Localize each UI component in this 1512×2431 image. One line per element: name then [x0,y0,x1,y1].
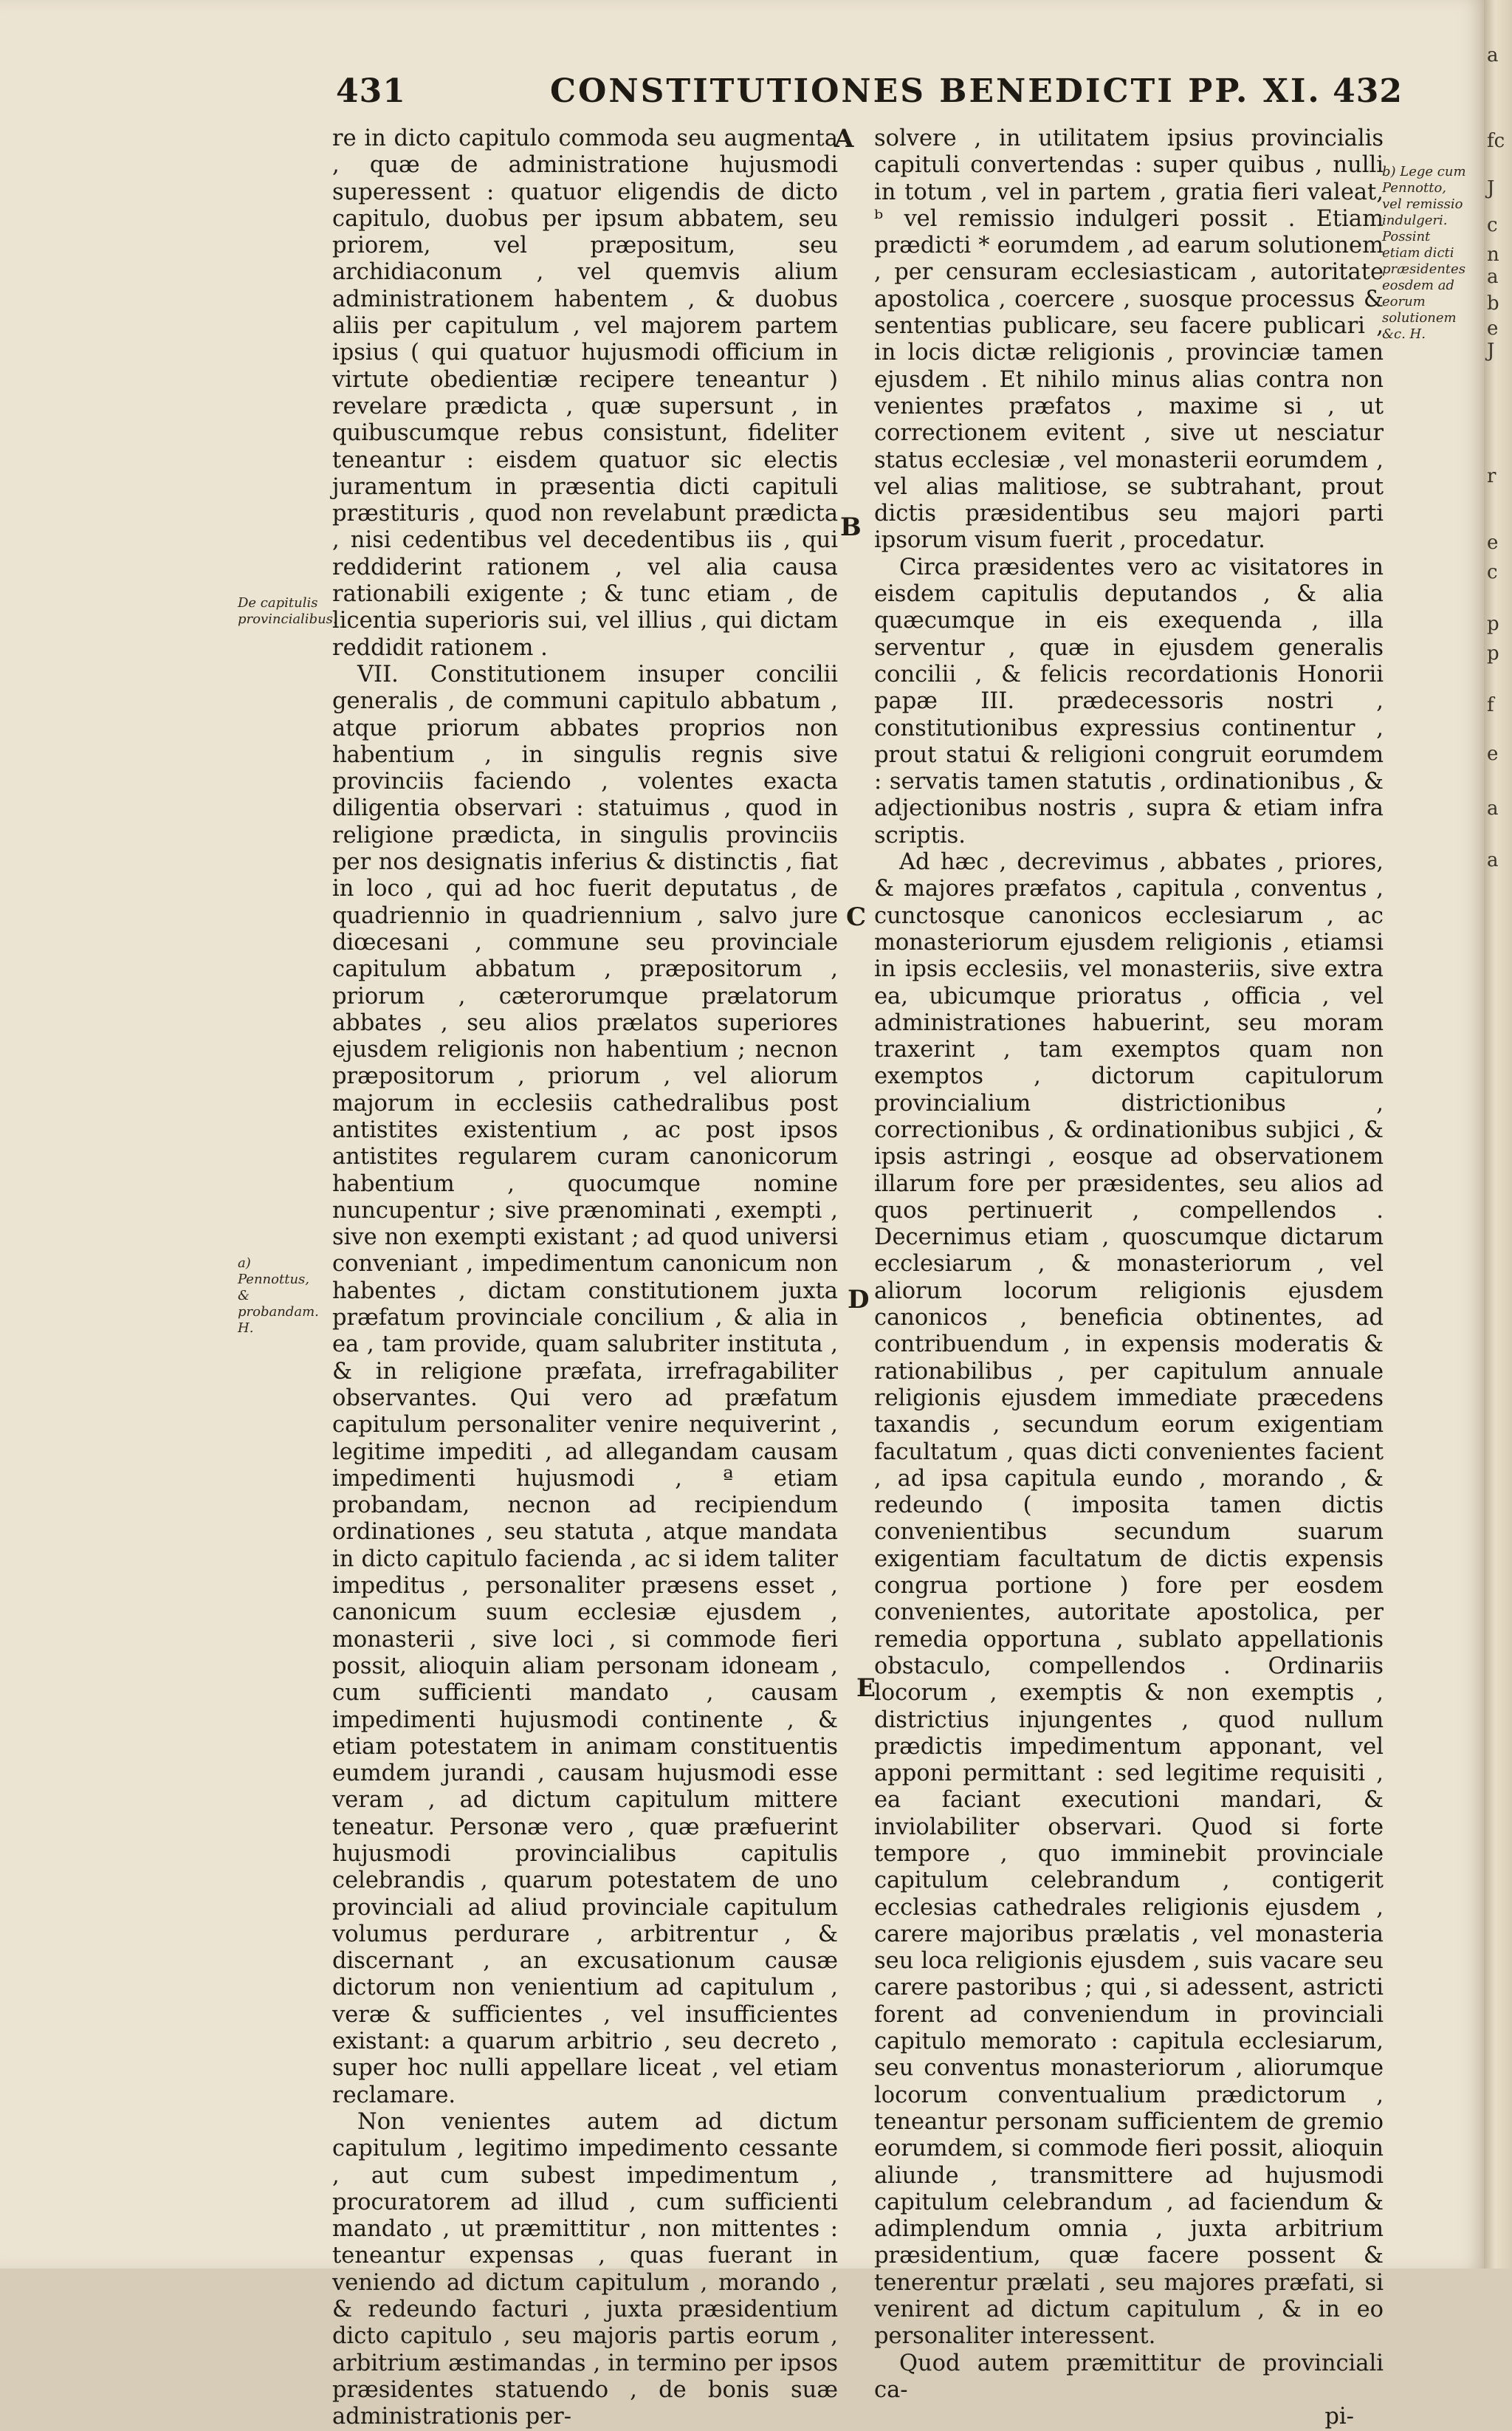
page-number-right: 432 [1333,72,1403,110]
spine-fragment: J [1487,340,1495,362]
spine-fragment: p [1487,613,1499,635]
spine-fragment: r [1487,465,1496,487]
right-paragraph-1: solvere , in utilitatem ipsius provincialis capituli convertendas : super quibus , nulli in totum , vel in partem , gratia fieri valeat, ᵇ vel remissio indulgeri possit . Etiam prædicti * eorumdem , ad earum solutionem , per censuram ecclesiasticam , autoritate apostolica , coercere , suosque processus & sententias publicare, seu facere publicari , in locis dictæ religionis , provinciæ tamen ejusdem . Et nihilo minus alias contra non venientes præfatos , maxime si , ut correctionem evitent , sive ut nesciatur status ecclesiæ , vel monasterii eorumdem , vel alias malitiose, se subtrahant, prout dictis præsidentibus seu majori parti ipsorum visum fuerit , procedatur. [874,126,1384,554]
right-paragraph-2: Circa præsidentes vero ac visitatores in eisdem capitulis deputandos , & alia quæcumque in eis exequenda , illa serventur , quæ in ejusdem generalis concilii , & felicis recordationis Honorii papæ III. prædecessoris nostri , constitutionibus expressius continentur , prout statui & religioni congruit eorumdem : servatis tamen statutis , ordinationibus , & adjectionibus nostris , supra & etiam infra scriptis. [874,554,1384,848]
spine-fragment: e [1487,743,1499,765]
spine-fragment: c [1487,561,1498,583]
spine-fragment: e [1487,532,1499,554]
left-paragraph-2: VII. Constitutionem insuper concilii generalis , de communi capitulo abbatum , atque priorum abbates proprios non habentium , in singulis regnis sive provinciis faciendo , volentes exacta diligentia observari : statuimus , quod in religione prædicta, in singulis provinciis per nos designatis inferius & distinctis , fiat in loco , qui ad hoc fuerit deputatus , de quadriennio in quadriennium , salvo jure diœcesani , commune seu provinciale capitulum abbatum , præpositorum , priorum , cæterorumque prælatorum abbates , seu alios prælatos superiores ejusdem religionis non habentium ; necnon præpositorum , priorum , vel aliorum majorum in ecclesiis cathedralibus post antistites existentium , ac post ipsos antistites regularem curam canonicorum habentium , quocumque nomine nuncupentur ; sive prænominati , exempti , sive non exempti existant ; ad quod universi conveniant , impedimentum canonicum non habentes , dictam constitutionem juxta præfatum provinciale concilium , & alia in ea , tam provide, quam salubriter instituta , & in religione præfata, irrefragabiliter observantes. Qui vero ad præfatum capitulum personaliter venire nequiverint , legitime impediti , ad allegandam causam impedimenti hujusmodi , ª etiam probandam, necnon ad recipiendum ordinationes , seu statuta , atque mandata in dicto capitulo facienda , ac si idem taliter impeditus , personaliter præsens esset , canonicum suum ecclesiæ ejusdem , monasterii , sive loci , si commode fieri possit, alioquin aliam personam idoneam , cum sufficienti mandato , causam impedimenti hujusmodi continente , & etiam potestatem in animam constituentis eumdem jurandi , causam hujusmodi esse veram , ad dictum capitulum mittere teneatur. Personæ vero , quæ præfuerint hujusmodi provincialibus capitulis celebrandis , quarum potestatem de uno provinciali ad aliud provinciale capitulum volumus perdurare , arbitrentur , & discernant , an excusationum causæ dictorum non venientium ad capitulum , veræ & sufficientes , vel insufficientes existant: a quarum arbitrio , seu decreto , super hoc nulli appellare liceat , vel etiam reclamare. [332,661,838,2108]
catchword: pi- [1324,2404,1354,2430]
section-letter-c: C [846,902,867,932]
right-paragraph-4: Quod autem præmittitur de provinciali ca- [874,2350,1384,2403]
spine-fragment: n [1487,244,1499,266]
section-letter-a: A [834,124,854,154]
spine-fragment: f [1487,694,1494,716]
spine-fragment: p [1487,642,1499,665]
spine-fragment: J [1487,177,1495,199]
running-head [336,72,1403,124]
running-title: CONSTITUTIONES BENEDICTI PP. XI. [550,72,1322,110]
spine-fragment: a [1487,44,1499,66]
facing-page-edge [1484,0,1512,2269]
page-number-left: 431 [336,72,406,110]
margin-note-provincial-chapters: De capitulis provincialibus. [238,595,337,627]
spine-fragment: b [1487,292,1499,315]
spine-fragment: a [1487,849,1499,871]
spine-fragment: e [1487,318,1499,340]
spine-fragment: a [1487,798,1499,820]
spine-fragment: c [1487,214,1498,236]
section-letter-d: D [848,1285,870,1314]
section-letter-b: B [840,512,862,542]
section-letter-e: E [856,1673,876,1703]
spine-fragment: fc [1487,130,1505,152]
margin-note-pennottus: a) Pennottus, & probandam. H. [238,1255,319,1336]
right-paragraph-3: Ad hæc , decrevimus , abbates , priores, & majores præfatos , capitula , conventus , cunctosque canonicos ecclesiarum , ac monasteriorum ejusdem religionis , etiamsi in ipsis ecclesiis, vel monasteriis, sive extra ea, ubicumque prioratus , officia , vel administrationes habuerint, seu moram traxerint , tam exemptos quam non exemptos , dictorum capitulorum provincialium districtionibus , correctionibus , & ordinationibus subjici , & ipsis astringi , eosque ad observationem illarum fore per præsidentes, seu alios ad quos pertinuerit , compellendos . Decernimus etiam , quoscumque dictarum ecclesiarum , & monasteriorum , vel aliorum locorum religionis ejusdem canonicos , beneficia obtinentes, ad contribuendum , in expensis moderatis & rationabilibus , per capitulum annuale religionis ejusdem immediate præcedens taxandis , secundum eorum exigentiam facultatum , quas dicti convenientes facient , ad ipsa capitula eundo , morando , & redeundo ( imposita tamen dictis convenientibus secundum suarum exigentiam facultatum de dictis expensis congrua portione ) fore per eosdem convenientes, autoritate apostolica, per remedia opportuna , sublato appellationis obstaculo, compellendos . Ordinariis locorum , exemptis & non exemptis , districtius injungentes , quod nullum prædictis impedimentum apponant, vel apponi permittant : sed legitime requisiti , ea faciant executioni mandari, & inviolabiliter observari. Quod si forte tempore , quo imminebit provinciale capitulum celebrandum , contigerit ecclesias cathedrales religionis ejusdem , carere majoribus prælatis , vel monasteria seu loca religionis ejusdem , suis vacare seu carere pastoribus ; qui , si adessent, astricti forent ad conveniendum in provinciali capitulo memorato : capitula ecclesiarum, seu conventus monasteriorum , aliorumque locorum conventualium prædictorum , teneantur personam sufficientem de gremio eorumdem, si commode fieri possit, alioquin aliunde , transmittere ad hujusmodi capitulum celebrandum , ad faciendum & adimplendum omnia , juxta arbitrium præsidentium, quæ facere possent & tenerentur prælati , seu majores præfati, si venirent ad dictum capitulum , & in eo personaliter interessent. [874,849,1384,2350]
left-column [332,126,838,2431]
right-column [874,126,1384,2431]
spine-fragment: a [1487,266,1499,288]
margin-note-remissio: b) Lege cum Pennotto, vel remissio indulgeri. Possint etiam dicti præsidentes eosdem ad eorum solutionem &c. H. [1382,164,1466,342]
left-paragraph-3: Non venientes autem ad dictum capitulum , legitimo impedimento cessante , aut cum subest impedimentum , procuratorem ad illud , cum sufficienti mandato , ut præmittitur , non mittentes : teneantur expensas , quas fuerant in veniendo ad dictum capitulum , morando , & redeundo facturi , juxta præsidentium dicto capitulo , seu majoris partis eorum , arbitrium æstimandas , in termino per ipsos præsidentes statuendo , de bonis suæ administrationis per- [332,2108,838,2430]
left-paragraph-1: re in dicto capitulo commoda seu augmenta , quæ de administratione hujusmodi superessent : quatuor eligendis de dicto capitulo, duobus per ipsum abbatem, seu priorem, vel præpositum, seu archidiaconum , vel quemvis alium administrationem habentem , & duobus aliis per capitulum , vel majorem partem ipsius ( qui quatuor hujusmodi officium in virtute obedientiæ recipere teneantur ) revelare prædicta , quæ supersunt , in quibuscumque rebus consistunt, fideliter teneantur : eisdem quatuor sic electis juramentum in præsentia dicti capituli præstituris , quod non revelabunt prædicta , nisi cedentibus vel decedentibus iis , qui reddiderint rationem , vel alia causa rationabili exigente ; & tunc etiam , de licentia superioris sui, vel illius , qui dictam reddidit rationem . [332,126,838,661]
